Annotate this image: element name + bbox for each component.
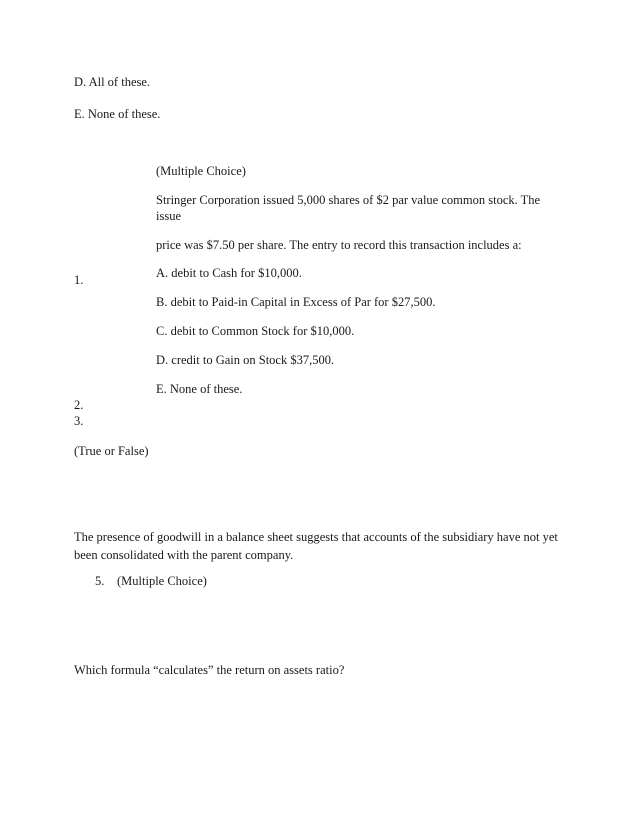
- q1-option-e: E. None of these.: [156, 382, 243, 396]
- q1-option-d: D. credit to Gain on Stock $37,500.: [156, 353, 335, 367]
- question-number-1: 1.: [74, 273, 84, 287]
- question-number-3: 3.: [74, 414, 84, 428]
- q1-option-c: C. debit to Common Stock for $10,000.: [156, 324, 355, 338]
- q1-stem-line-1: Stringer Corporation issued 5,000 shares of $2 par value common stock. The: [156, 193, 541, 207]
- question-number-2: 2.: [74, 398, 84, 412]
- q5-question: Which formula “calculates” the return on assets ratio?: [74, 663, 345, 677]
- q1-type: (Multiple Choice): [156, 164, 246, 178]
- q1-stem-line-3: price was $7.50 per share. The entry to record this transaction includes a:: [156, 238, 522, 252]
- true-false-type: (True or False): [74, 444, 149, 458]
- q5-type: (Multiple Choice): [117, 574, 207, 588]
- prev-option-d: D. All of these.: [74, 75, 151, 89]
- question-number-5: 5.: [95, 574, 105, 588]
- q1-stem-line-2: issue: [156, 209, 181, 223]
- q1-option-a: A. debit to Cash for $10,000.: [156, 266, 302, 280]
- true-false-statement: The presence of goodwill in a balance sheet suggests that accounts of the subsidiary have not yet been consolidated with the parent company.: [74, 530, 558, 562]
- prev-option-e: E. None of these.: [74, 107, 161, 121]
- q1-option-b: B. debit to Paid-in Capital in Excess of Par for $27,500.: [156, 295, 436, 309]
